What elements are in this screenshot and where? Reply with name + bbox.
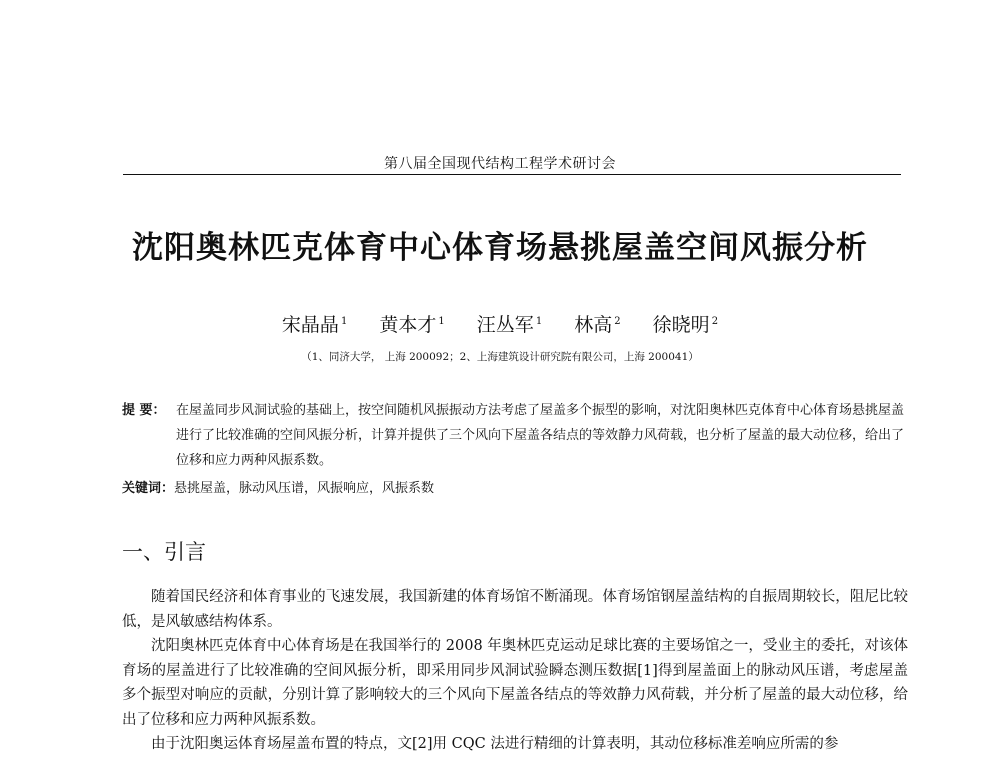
section-heading: 一、引言 xyxy=(122,540,206,564)
author xyxy=(379,310,444,337)
abstract-label: 提 要： xyxy=(122,403,166,418)
author-affiliation-mark: 1 xyxy=(340,315,348,327)
author xyxy=(282,310,347,337)
author-name: 林高 xyxy=(574,314,613,336)
author-affiliation-mark: 2 xyxy=(614,315,621,327)
paper-title: 沈阳奥林匹克体育中心体育场悬挑屋盖空间风振分析 xyxy=(132,230,868,266)
author-name: 宋晶晶 xyxy=(281,314,339,336)
keywords-label: 关键词： xyxy=(122,481,175,496)
paragraph: 由于沈阳奥运体育场屋盖布置的特点，文[2]用 CQC 法进行精细的计算表明，其动位移标准差响应所需的参 xyxy=(151,736,839,752)
affiliations: （1、同济大学， 上海 200092；2、上海建筑设计研究院有限公司，上海 200041） xyxy=(301,351,699,363)
author-affiliation-mark: 1 xyxy=(438,315,445,327)
paragraph: 随着国民经济和体育事业的飞速发展，我国新建的体育场馆不断涌现。体育场馆钢屋盖结构的自振周期较长，阻尼比较低，是风敏感结构体系。 xyxy=(122,589,908,630)
keywords-text: 悬挑屋盖，脉动风压谱，风振响应，风振系数 xyxy=(174,481,435,496)
paragraph: 沈阳奥林匹克体育中心体育场是在我国举行的 2008 年奥林匹克运动足球比赛的主要场馆之一，受业主的委托，对该体育场的屋盖进行了比较准确的空间风振分析，即采用同步风洞试验瞬态测压数据[1]得到屋盖面上的脉动风压谱，考虑屋盖多个振型对响应的贡献，分别计算了影响较大的三个风向下屋盖各结点的等效静力风荷载，并分析了屋盖的最大动位移，给出了位移和应力两种风振系数。 xyxy=(122,638,908,728)
author-name: 徐晓明 xyxy=(652,314,710,336)
author xyxy=(574,310,620,337)
abstract xyxy=(122,398,904,473)
author-affiliation-mark: 2 xyxy=(711,315,719,327)
author-affiliation-mark: 1 xyxy=(535,315,543,327)
abstract-text: 在屋盖同步风洞试验的基础上，按空间随机风振振动方法考虑了屋盖多个振型的影响，对沈阳奥林匹克体育中心体育场悬挑屋盖进行了比较准确的空间风振分析，计算并提供了三个风向下屋盖各结点的等效静力风荷载，也分析了屋盖的最大动位移，给出了位移和应力两种风振系数。 xyxy=(176,403,905,468)
running-header: 第八届全国现代结构工程学术研讨会 xyxy=(384,156,616,172)
author xyxy=(653,310,718,337)
author xyxy=(477,310,542,337)
header-rule xyxy=(123,174,901,175)
author-list xyxy=(0,310,1000,337)
author-name: 黄本才 xyxy=(379,314,437,336)
keywords xyxy=(122,477,904,496)
author-name: 汪丛军 xyxy=(476,314,534,336)
body-text xyxy=(122,585,908,757)
